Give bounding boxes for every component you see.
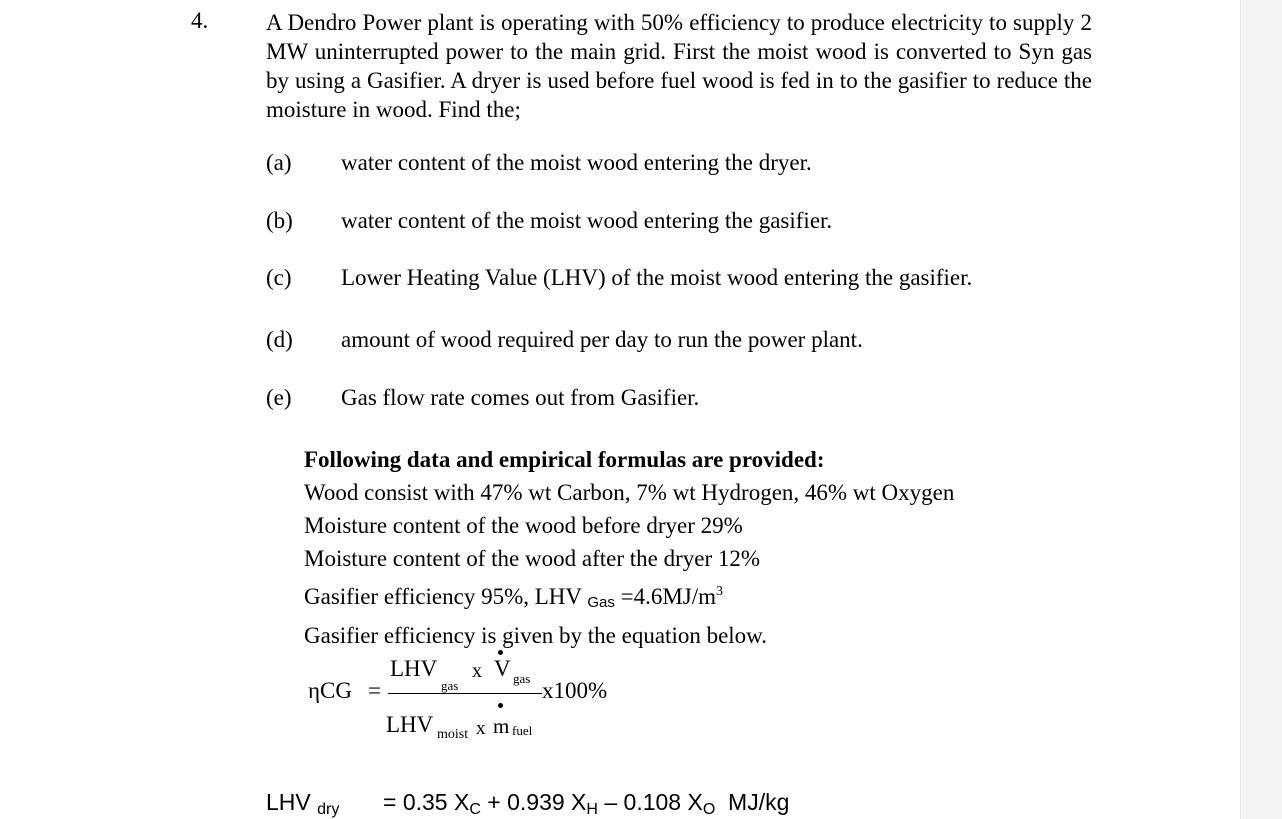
lhv-sub-h: H [586,801,598,818]
part-b-label: (b) [266,208,293,233]
data-gasifier-efficiency [304,575,954,619]
formula-den-lhv-sub: moist [437,727,469,742]
part-c-text: Lower Heating Value (LHV) of the moist wood entering the gasifier. [341,265,973,290]
provided-data [304,443,954,652]
formula-num-v-sub: gas [513,671,531,686]
part-d-label: (d) [266,327,293,352]
lhv-label: LHV [266,789,311,815]
gasifier-efficiency-formula [304,640,644,750]
lhv-dry-equation [383,789,789,819]
data-moisture-after: Moisture content of the wood after the dryer 12% [304,546,761,571]
formula-fraction-bar [388,693,542,694]
formula-den-lhv: LHV [386,712,434,737]
formula-v-dot [498,650,503,655]
lhv-eq-part3: – 0.108 X [597,789,703,815]
part-c-label: (c) [266,265,292,290]
part-e-text: Gas flow rate comes out from Gasifier. [341,385,700,410]
formula-equals: = [368,678,381,703]
formula-lhs: ηCG [308,678,352,703]
lhv-sub-o: O [702,801,716,818]
formula-multiplier: x100% [542,678,608,703]
formula-num-times: x [472,660,482,682]
data-heading: Following data and empirical formulas are provided: [304,447,825,472]
question-number: 4. [191,8,209,33]
part-a-text: water content of the moist wood entering the dryer. [341,150,812,175]
data-line4-value: =4.6MJ/m [620,584,717,609]
lhv-eq-part2: + 0.939 X [480,789,587,815]
part-d-text: amount of wood required per day to run the power plant. [341,327,863,352]
lhv-dry-label [266,789,339,819]
data-moisture-before: Moisture content of the wood before dryer 29% [304,513,743,538]
lhv-label-sub: dry [317,801,340,818]
part-a-label: (a) [266,150,292,175]
data-equation-note: Gasifier efficiency is given by the equation below. [304,623,768,648]
lhv-eq-part1: = 0.35 X [383,789,470,815]
lhv-sub-c: C [469,801,481,818]
part-e-label: (e) [266,385,292,410]
formula-num-v: V [494,656,511,681]
part-b-text: water content of the moist wood entering the gasifier. [341,208,833,233]
data-line4-sub: Gas [587,594,615,611]
lhv-unit: MJ/kg [715,789,790,815]
formula-den-m-sub: fuel [512,723,533,738]
question-intro: A Dendro Power plant is operating with 50% efficiency to produce electricity to supply 2 MW uninterrupted power to the main grid. First the moist wood is converted to Syn gas by using a Gasifier. A dryer is used before fuel wood is fed in to the gasifier to reduce the moisture in wood. Find the; [266,10,1092,122]
scrollbar-gutter[interactable] [1240,0,1282,819]
formula-num-lhv: LHV [390,656,438,681]
formula-den-times: x [476,718,486,739]
formula-num-lhv-sub: gas [441,678,459,693]
data-line4-prefix: Gasifier efficiency 95%, LHV [304,584,582,609]
formula-den-m: m [493,714,510,738]
data-line4-sup: 3 [716,584,724,599]
formula-m-dot [498,703,503,708]
data-composition: Wood consist with 47% wt Carbon, 7% wt Hydrogen, 46% wt Oxygen [304,480,955,505]
